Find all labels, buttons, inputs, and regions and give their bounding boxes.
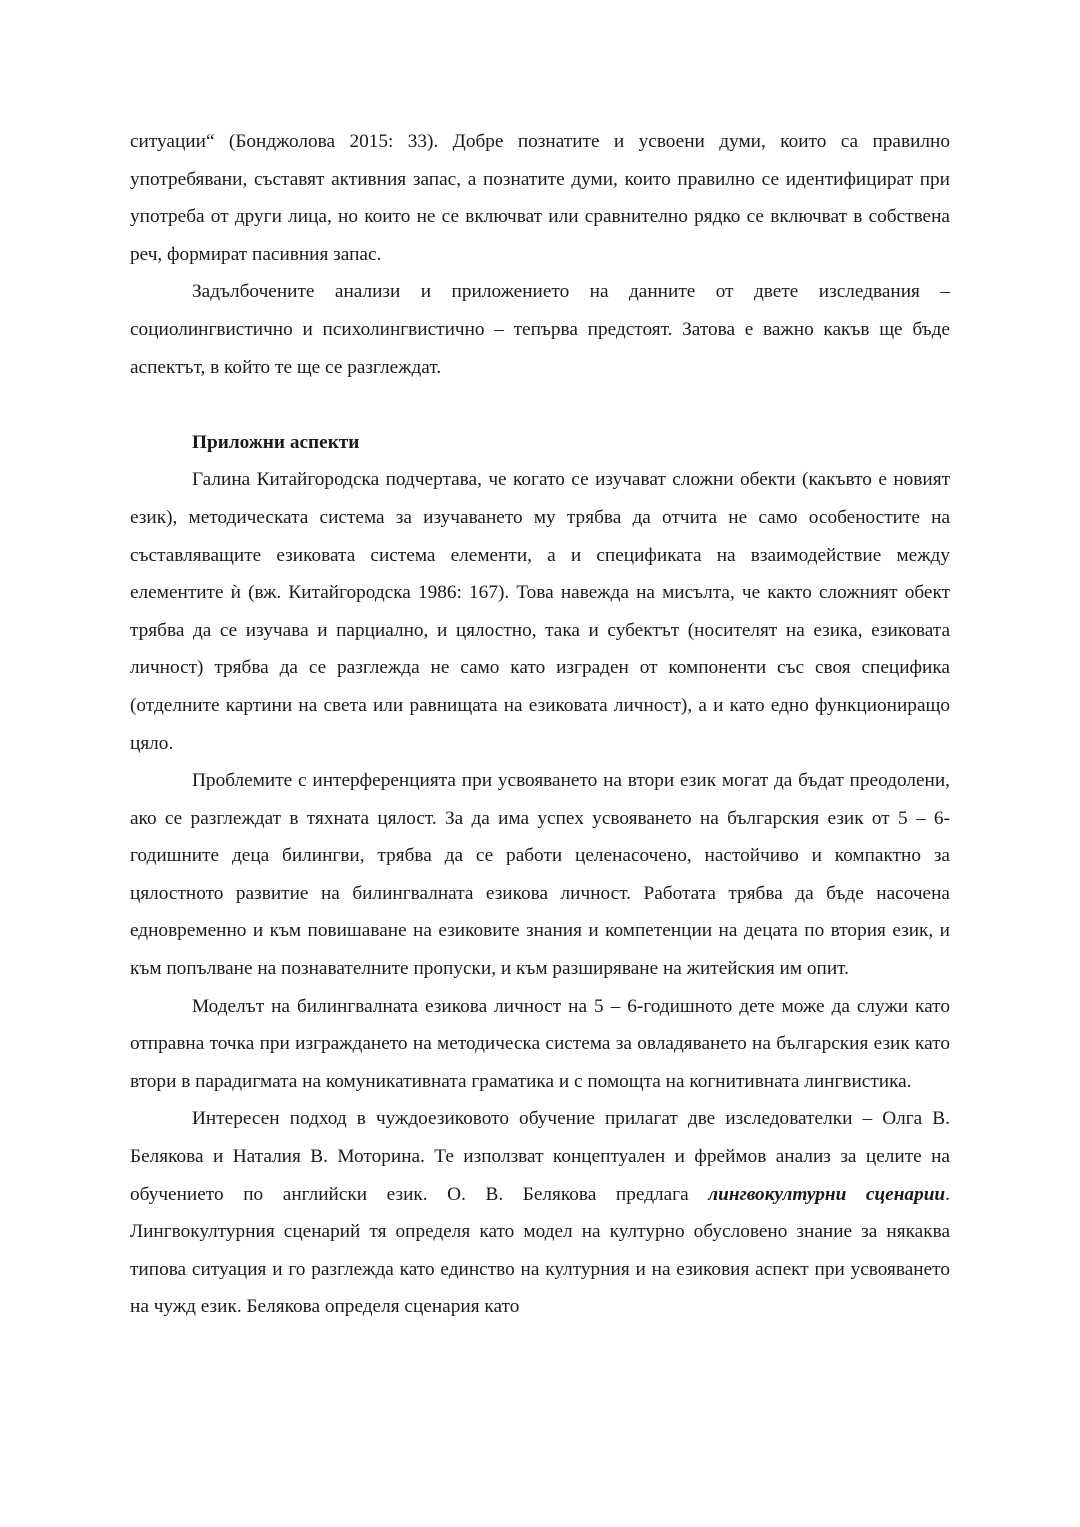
paragraph-1: ситуации“ (Бонджолова 2015: 33). Добре познатите и усвоени думи, които са правилно употребявани, съставят активния запас, а познатите думи, които правилно се идентифицират при употреба от други лица, но които не се включват или сравнително рядко се включват в собствена реч, формират пасивния запас. xyxy=(130,131,950,265)
paragraph-4: Проблемите с интерференцията при усвояването на втори език могат да бъдат преодолени, ако се разглеждат в тяхната цялост. За да има успех усвояването на българския език от 5 – 6-годишните деца билингви, трябва да се работи целенасочено, настойчиво и компактно за цялостното развитие на билингвалната езикова личност. Работата трябва да бъде насочена едновременно и към повишаване на езиковите знания и компетенции на децата по втория език, и към попълване на познавателните пропуски, и към разширяване на житейския им опит. xyxy=(130,770,950,980)
paragraph-5: Моделът на билингвалната езикова личност на 5 – 6-годишното дете може да служи като отправна точка при изграждането на методическа система за овладяването на българския език като втори в парадигмата на комуникативната граматика и с помощта на когнитивната лингвистика. xyxy=(130,995,950,1092)
section-gap xyxy=(130,386,950,424)
section-heading: Приложни аспекти xyxy=(192,431,360,453)
paragraph-2: Задълбочените анализи и приложението на данните от двете изследвания – социолингвистично и психолингвистично – тепърва предстоят. Затова е важно какъв ще бъде аспектът, в който те ще се разглеждат. xyxy=(130,281,950,378)
document-page xyxy=(130,123,950,1326)
emphasized-term: лингвокултурни сценарии xyxy=(708,1183,946,1205)
paragraph-6-part-1: Интересен подход в чуждоезиковото обучение прилагат две изследователки – Олга В. Белякова и Наталия В. Моторина. Те използват концептуален и фреймов анализ за целите на обучението по английски език. О. В. Белякова предлага xyxy=(130,1108,950,1205)
paragraph-3: Галина Китайгородска подчертава, че когато се изучават сложни обекти (какъвто е новият език), методическата система за изучаването му трябва да отчита не само особеностите на съставляващите езиковата система елементи, а и спецификата на взаимодействие между елементите ѝ (вж. Китайгородска 1986: 167). Това навежда на мисълта, че както сложният обект трябва да се изучава и парциално, и цялостно, така и субектът (носителят на езика, езиковата личност) трябва да се разглежда не само като изграден от компоненти със своя специфика (отделните картини на света или равнищата на езиковата личност), а и като едно функциониращо цяло. xyxy=(130,469,950,754)
paragraph-6 xyxy=(130,1100,950,1326)
paragraph-6-part-2: . Лингвокултурния сценарий тя определя като модел на културно обусловено знание за някаква типова ситуация и го разглежда като единство на културния и на езиковия аспект при усвояването на чужд език. Белякова определя сценария като xyxy=(130,1183,950,1318)
